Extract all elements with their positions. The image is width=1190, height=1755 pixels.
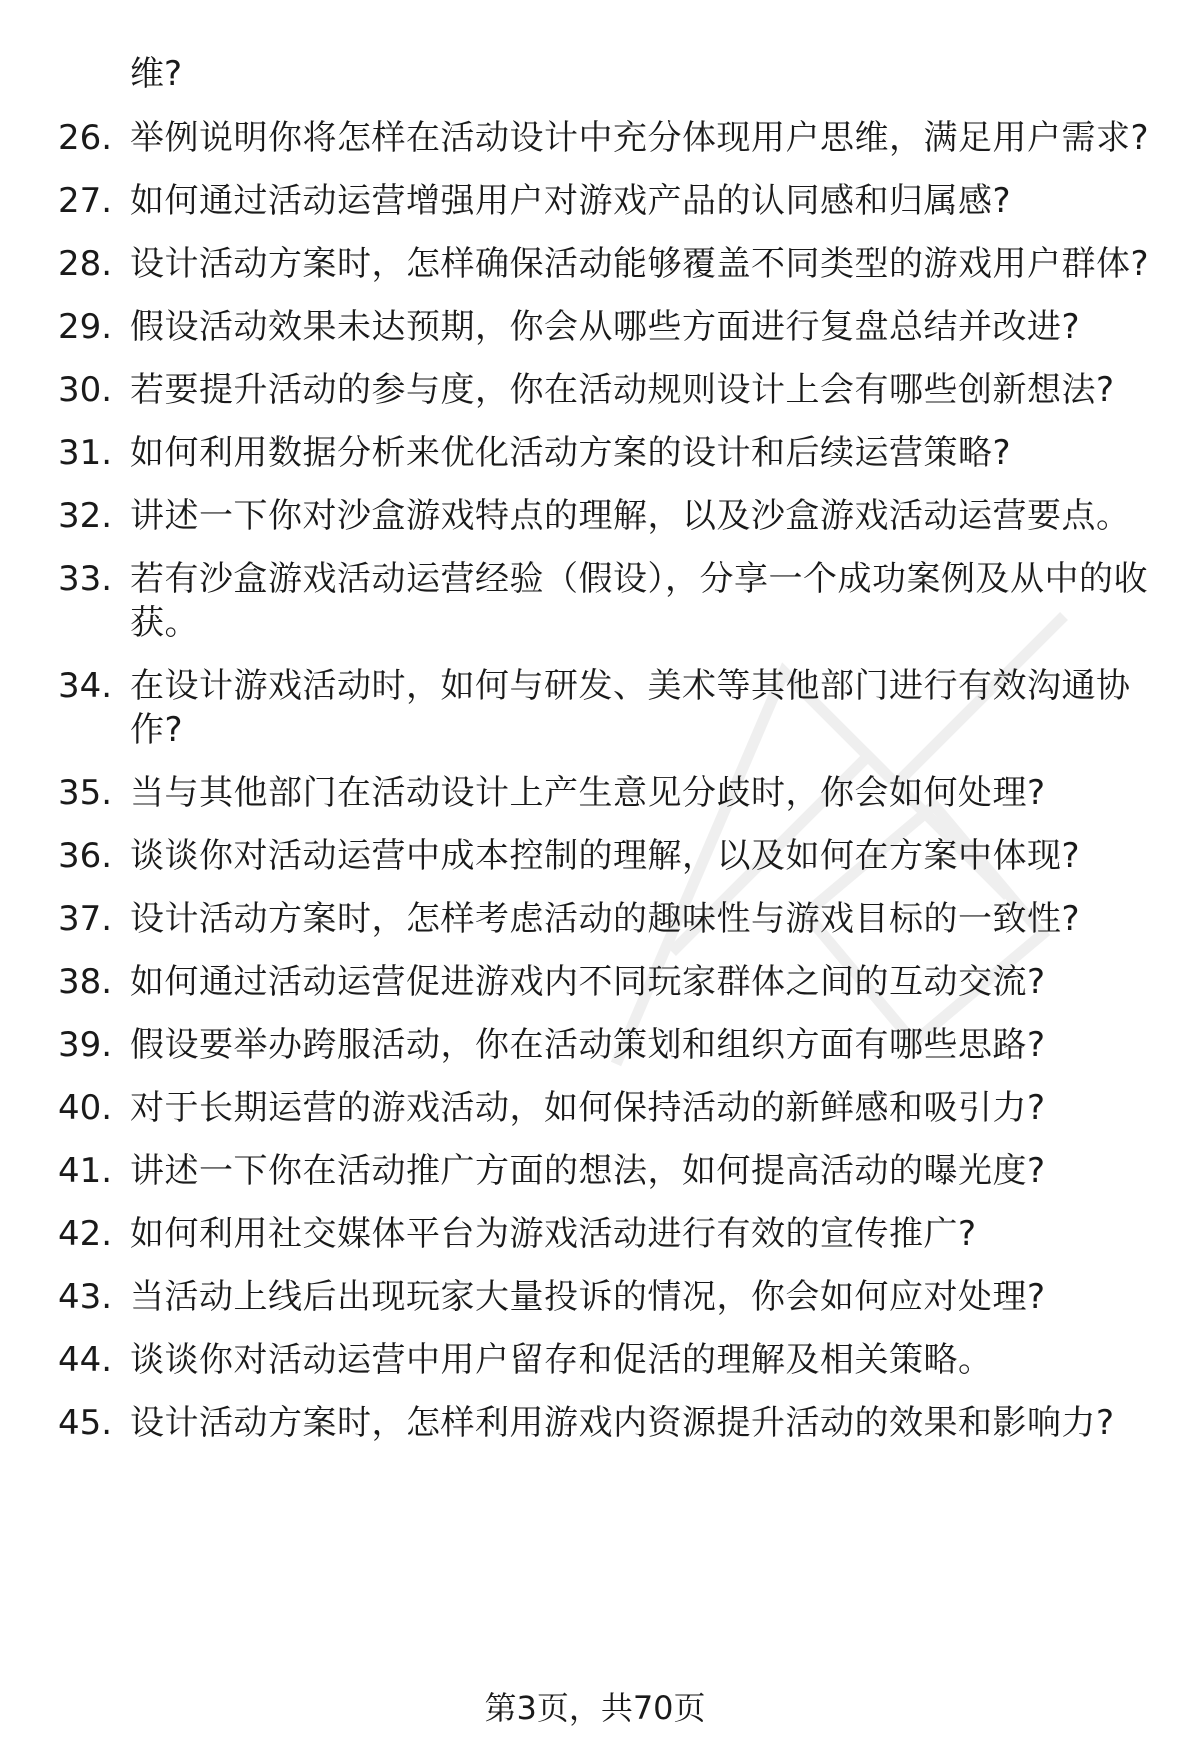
list-item (0, 960, 1190, 1004)
question-list (0, 116, 1190, 1464)
question-number: 40. (58, 1088, 113, 1128)
question-text: 谈谈你对活动运营中用户留存和促活的理解及相关策略。 (130, 1340, 993, 1380)
question-number: 39. (58, 1025, 113, 1065)
question-number: 36. (58, 836, 113, 876)
question-number: 38. (58, 962, 113, 1002)
list-item (0, 179, 1190, 223)
question-text: 对于长期运营的游戏活动，如何保持活动的新鲜感和吸引力? (130, 1088, 1046, 1128)
list-item (0, 664, 1190, 752)
question-text: 如何利用数据分析来优化活动方案的设计和后续运营策略? (130, 433, 1012, 473)
question-text: 假设活动效果未达预期，你会从哪些方面进行复盘总结并改进? (130, 307, 1081, 347)
list-item (0, 834, 1190, 878)
question-number: 33. (58, 559, 113, 599)
question-text: 如何利用社交媒体平台为游戏活动进行有效的宣传推广? (130, 1214, 977, 1254)
question-text: 设计活动方案时，怎样利用游戏内资源提升活动的效果和影响力? (130, 1403, 1115, 1443)
question-text: 设计活动方案时，怎样考虑活动的趣味性与游戏目标的一致性? (130, 899, 1081, 939)
question-text: 当活动上线后出现玩家大量投诉的情况，你会如何应对处理? (130, 1277, 1046, 1317)
question-number: 34. (58, 666, 113, 706)
list-item (0, 1023, 1190, 1067)
question-number: 44. (58, 1340, 113, 1380)
question-number: 31. (58, 433, 113, 473)
question-number: 27. (58, 181, 113, 221)
page-footer: 第3页，共70页 (484, 1689, 706, 1727)
question-text: 当与其他部门在活动设计上产生意见分歧时，你会如何处理? (130, 773, 1046, 813)
list-item (0, 242, 1190, 286)
question-text: 若有沙盒游戏活动运营经验（假设），分享一个成功案例及从中的收获。 (130, 559, 1148, 643)
question-number: 26. (58, 118, 113, 158)
question-text: 讲述一下你在活动推广方面的想法，如何提高活动的曝光度? (130, 1151, 1046, 1191)
list-item (0, 1149, 1190, 1193)
question-number: 35. (58, 773, 113, 813)
question-number: 37. (58, 899, 113, 939)
question-number: 30. (58, 370, 113, 410)
question-number: 32. (58, 496, 113, 536)
list-item (0, 771, 1190, 815)
question-number: 45. (58, 1403, 113, 1443)
list-item (0, 116, 1190, 160)
question-text: 设计活动方案时，怎样确保活动能够覆盖不同类型的游戏用户群体? (130, 244, 1150, 284)
list-item (0, 897, 1190, 941)
question-text: 假设要举办跨服活动，你在活动策划和组织方面有哪些思路? (130, 1025, 1046, 1065)
question-number: 42. (58, 1214, 113, 1254)
continued-text: 维? (130, 54, 183, 94)
question-number: 43. (58, 1277, 113, 1317)
question-text: 讲述一下你对沙盒游戏特点的理解，以及沙盒游戏活动运营要点。 (130, 496, 1131, 536)
question-text: 在设计游戏活动时，如何与研发、美术等其他部门进行有效沟通协作? (130, 666, 1131, 750)
list-item (0, 1338, 1190, 1382)
question-text: 如何通过活动运营增强用户对游戏产品的认同感和归属感? (130, 181, 1012, 221)
question-text: 举例说明你将怎样在活动设计中充分体现用户思维，满足用户需求? (130, 118, 1150, 158)
list-item (0, 1401, 1190, 1445)
list-item (0, 1275, 1190, 1319)
question-text: 如何通过活动运营促进游戏内不同玩家群体之间的互动交流? (130, 962, 1046, 1002)
question-number: 29. (58, 307, 113, 347)
list-item (0, 557, 1190, 645)
list-item (0, 494, 1190, 538)
question-number: 28. (58, 244, 113, 284)
question-text: 谈谈你对活动运营中成本控制的理解，以及如何在方案中体现? (130, 836, 1081, 876)
list-item (0, 368, 1190, 412)
list-item (0, 305, 1190, 349)
question-number: 41. (58, 1151, 113, 1191)
list-item (0, 1086, 1190, 1130)
list-item (0, 431, 1190, 475)
question-text: 若要提升活动的参与度，你在活动规则设计上会有哪些创新想法? (130, 370, 1115, 410)
list-item (0, 1212, 1190, 1256)
